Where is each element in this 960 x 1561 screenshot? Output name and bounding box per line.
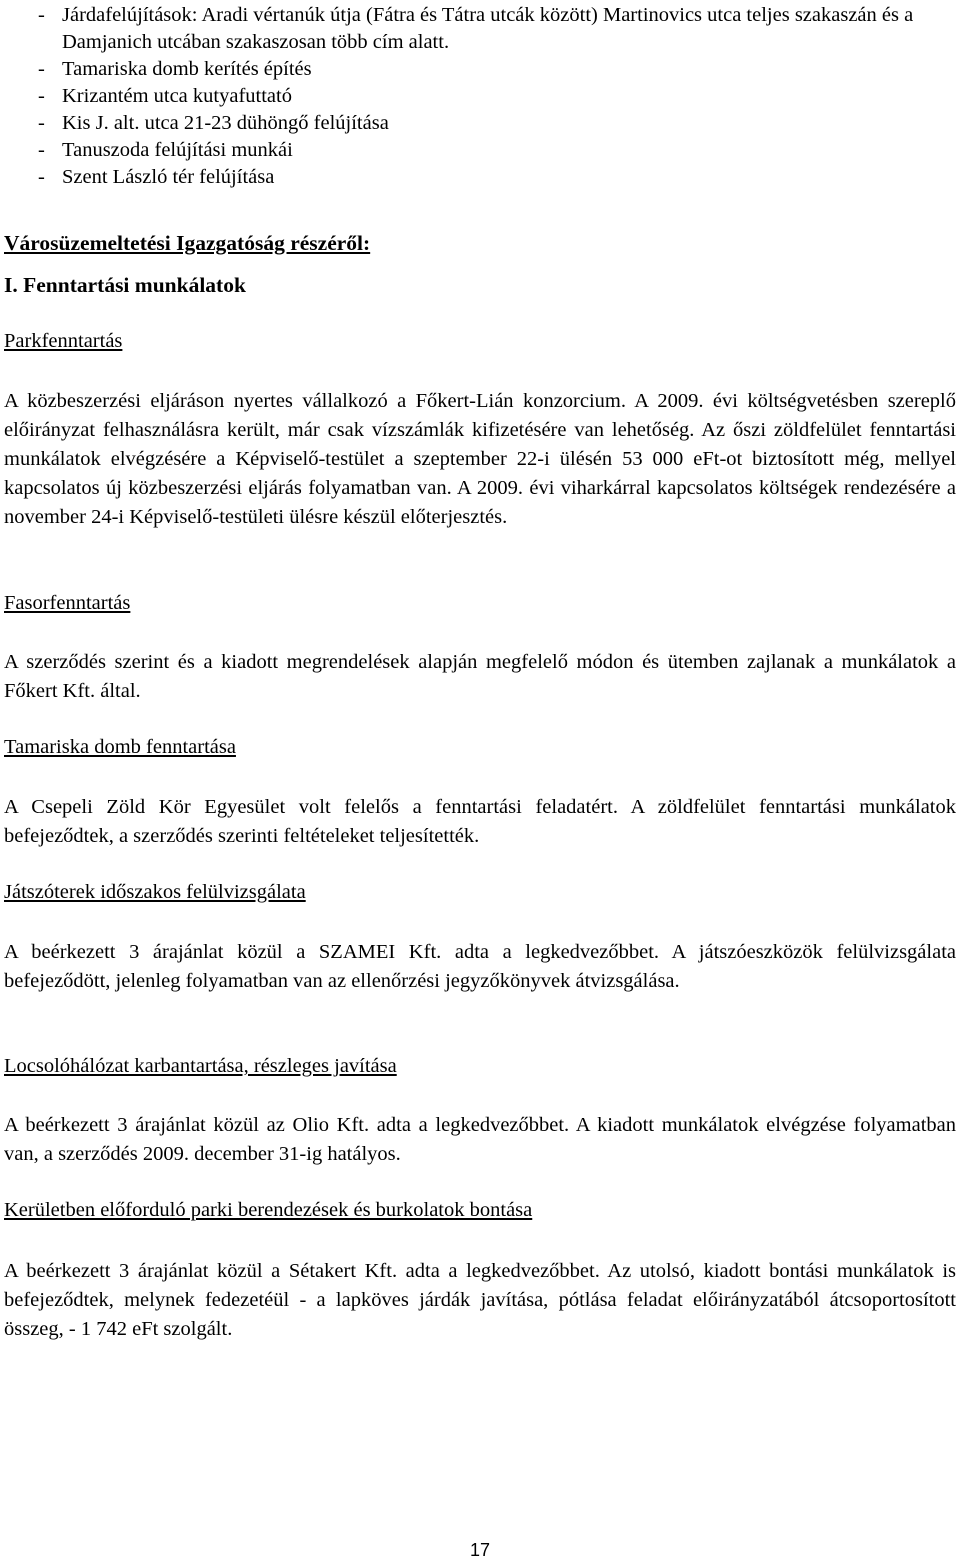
subsection-title-jatszoterek: Játszóterek időszakos felülvizsgálata [4,881,306,903]
org-heading: Városüzemeltetési Igazgatóság részéről: [4,231,371,255]
list-item: - Tanuszoda felújítási munkái [38,137,956,164]
list-item: - Szent László tér felújítása [38,164,956,191]
subsection-title-parki-berendezesek: Kerületben előforduló parki berendezések és burkolatok bontása [4,1199,533,1221]
subsection-text-tamariska: A Csepeli Zöld Kör Egyesület volt felelős a fenntartási feladatért. A zöldfelület fenntartási munkálatok befejeződtek, a szerződés szerinti feltételeket teljesítették. [4,796,956,847]
subsection-title-parkfenntartas: Parkfenntartás [4,330,123,352]
list-item: - Járdafelújítások: Aradi vértanúk útja (Fátra és Tátra utcák között) Martinovics utca teljes szakaszán és a Damjanich utcában szakaszosan több cím alatt. [38,2,956,56]
page-number: 17 [469,1540,491,1560]
subsection-text-parkfenntartas: A közbeszerzési eljáráson nyertes vállalkozó a Főkert-Lián konzorcium. A 2009. évi költségvetésben szereplő előirányzat felhasználásra került, már csak vízszámlák kifizetésére van lehetőség. Az őszi zöldfelület fenntartási munkálatok elvégzésére a Képviselő-testület a szeptember 22-i ülésén 53 000 eFt-ot biztosított még, mellyel kapcsolatos új közbeszerzési eljárás folyamatban van. A 2009. évi viharkárral kapcsolatos költségek rendezésére a november 24-i Képviselő-testületi ülésre készül előterjesztés. [4,390,956,528]
subsection-title-tamariska: Tamariska domb fenntartása [4,736,236,758]
subsection-text-fasorfenntartas: A szerződés szerint és a kiadott megrendelések alapján megfelelő módon és ütemben zajlanak a munkálatok a Főkert Kft. által. [4,651,956,702]
list-item: - Krizantém utca kutyafuttató [38,83,956,110]
section-heading: I. Fenntartási munkálatok [4,273,246,297]
subsection-title-locsolohalozat: Locsolóhálózat karbantartása, részleges javítása [4,1055,397,1077]
subsection-text-locsolohalozat: A beérkezett 3 árajánlat közül az Olio Kft. adta a legkedvezőbbet. A kiadott munkálatok elvégzése folyamatban van, a szerződés 2009. december 31-ig hatályos. [4,1114,956,1165]
subsection-text-parki-berendezesek: A beérkezett 3 árajánlat közül a Sétakert Kft. adta a legkedvezőbbet. Az utolsó, kiadott bontási munkálatok is befejeződtek, melynek fedezetéül - a lapköves járdák javítása, pótlása feladat előirányzatából átcsoportosított összeg, - 1 742 eFt szolgált. [4,1260,956,1340]
subsection-title-fasorfenntartas: Fasorfenntartás [4,592,131,614]
subsection-text-jatszoterek: A beérkezett 3 árajánlat közül a SZAMEI Kft. adta a legkedvezőbbet. A játszóeszközök felülvizsgálata befejeződött, jelenleg folyamatban van az ellenőrzési jegyzőkönyvek átvizsgálása. [4,941,956,992]
list-item: - Kis J. alt. utca 21-23 dühöngő felújítása [38,110,956,137]
project-bullet-list [38,2,956,191]
list-item: - Tamariska domb kerítés építés [38,56,956,83]
